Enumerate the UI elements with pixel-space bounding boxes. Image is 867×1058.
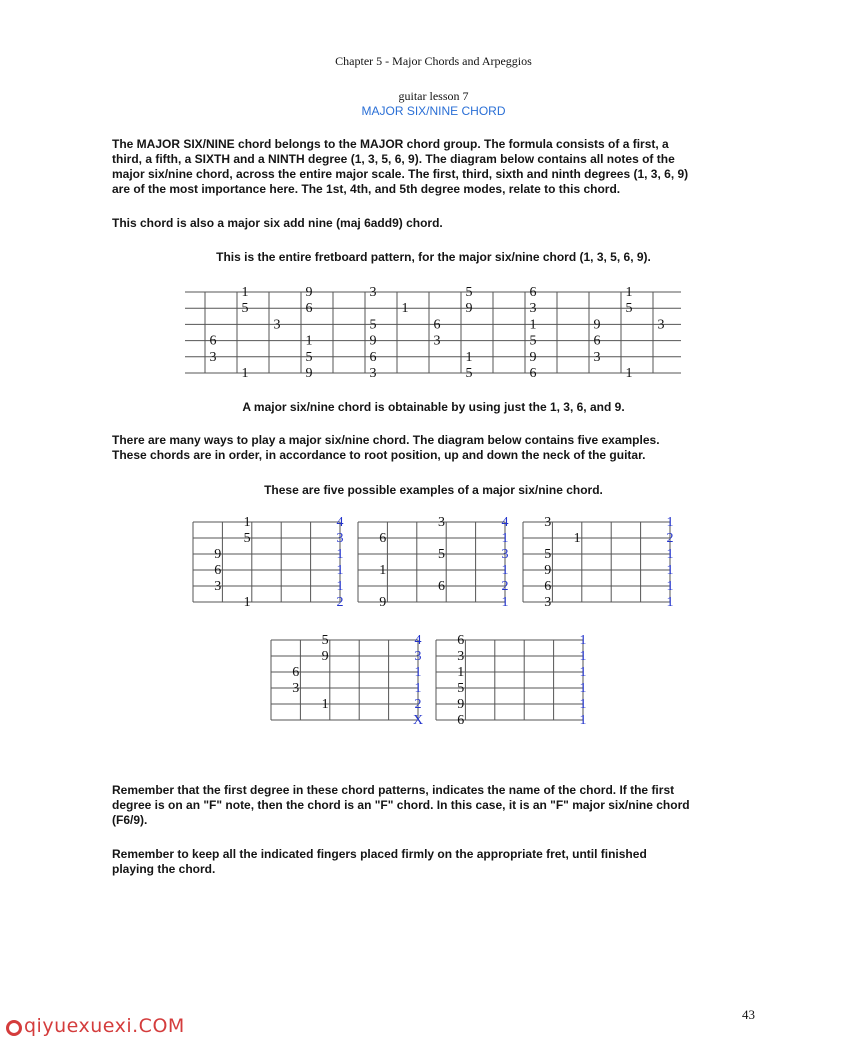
chord-diagram <box>358 516 523 616</box>
finger-number: 2 <box>666 531 674 546</box>
site-watermark <box>6 1015 185 1037</box>
scale-degree: 9 <box>305 285 313 300</box>
chord-note: 1 <box>243 515 251 530</box>
scale-degree: 1 <box>241 285 249 300</box>
finger-number: 2 <box>501 579 509 594</box>
fingers-paragraph: Remember to keep all the indicated fingers placed firmly on the appropriate fret, until finished playing the chord. <box>112 847 647 876</box>
chord-note: 3 <box>457 649 465 664</box>
scale-degree: 3 <box>529 301 537 317</box>
scale-degree: 1 <box>465 349 473 365</box>
scale-degree: 6 <box>369 349 377 365</box>
chord-note: 5 <box>321 633 329 648</box>
chord-note: 1 <box>457 665 465 680</box>
chord-note: 9 <box>544 563 552 578</box>
chord-note: 9 <box>457 697 465 712</box>
chord-note: 6 <box>292 665 300 680</box>
chord-note: 6 <box>438 579 445 594</box>
scale-degree: 6 <box>529 285 537 300</box>
watermark-text: qiyuexuexi.COM <box>24 1015 185 1037</box>
finger-number: 1 <box>579 713 587 728</box>
add9-paragraph: This chord is also a major six add nine (maj 6add9) chord. <box>112 216 443 230</box>
scale-degree: 6 <box>305 301 313 317</box>
finger-number: 1 <box>501 595 509 610</box>
chord-diagram <box>193 516 358 616</box>
chord-diagram <box>523 516 688 616</box>
chord-note: 6 <box>379 531 387 546</box>
finger-number: 1 <box>666 579 674 594</box>
finger-number: 1 <box>666 595 674 610</box>
finger-number: 1 <box>414 665 422 680</box>
scale-degree: 9 <box>369 333 377 349</box>
scale-degree: 3 <box>657 317 665 333</box>
scale-degree: 5 <box>529 333 537 349</box>
scale-degree: 9 <box>529 349 537 365</box>
scale-degree: 1 <box>529 317 537 333</box>
finger-number: 1 <box>414 681 422 696</box>
root-paragraph: Remember that the first degree in these chord patterns, indicates the name of the chord. If the first degree is on an "F" note, then the chord is an "F" chord. In this case, it is an "F" major six/nine chord (F6/9). <box>112 783 690 827</box>
chord-note: 3 <box>292 681 300 696</box>
chord-note: 6 <box>544 579 552 594</box>
scale-degree: 9 <box>465 301 473 317</box>
chord-note: 6 <box>457 633 465 648</box>
logo-q-icon <box>6 1020 22 1036</box>
fretboard-diagram <box>185 286 685 386</box>
chord-note: 5 <box>457 681 465 696</box>
scale-degree: 1 <box>401 301 409 317</box>
chord-note: 1 <box>321 697 329 712</box>
chord-note: 1 <box>243 595 251 610</box>
lesson-label: guitar lesson 7 <box>398 89 469 103</box>
chord-note: 3 <box>544 515 552 530</box>
fretboard-grid <box>185 292 681 373</box>
scale-degree: 9 <box>305 366 313 381</box>
finger-number: 1 <box>579 649 587 664</box>
fretboard-caption: This is the entire fretboard pattern, for the major six/nine chord (1, 3, 5, 6, 9). <box>216 250 651 264</box>
scale-degree: 6 <box>209 333 217 349</box>
chord-note: 3 <box>438 515 445 530</box>
page-title: MAJOR SIX/NINE CHORD <box>361 104 506 118</box>
chord-note: 3 <box>214 579 222 594</box>
finger-number: 1 <box>336 547 344 562</box>
scale-degree: 1 <box>305 333 313 349</box>
scale-degree: 5 <box>465 366 473 381</box>
finger-number: 1 <box>579 681 587 696</box>
finger-number: 1 <box>336 563 344 578</box>
chord-note: 6 <box>457 713 465 728</box>
chord-diagram <box>271 634 436 734</box>
finger-number: 3 <box>414 649 422 664</box>
page-number: 43 <box>742 1007 755 1022</box>
finger-number: 1 <box>501 531 509 546</box>
finger-number: 1 <box>666 515 674 530</box>
finger-number: 1 <box>501 563 509 578</box>
finger-number: 1 <box>336 579 344 594</box>
scale-degree: 3 <box>369 285 377 300</box>
chord-note: 9 <box>379 595 387 610</box>
chord-note: 1 <box>379 563 387 578</box>
chapter-header: Chapter 5 - Major Chords and Arpeggios <box>335 54 532 68</box>
scale-degree: 6 <box>433 317 441 333</box>
scale-degree: 9 <box>593 317 601 333</box>
finger-number: 1 <box>666 547 674 562</box>
scale-degree: 5 <box>625 301 633 317</box>
scale-degree: 5 <box>241 301 249 317</box>
scale-degree: 5 <box>465 285 473 300</box>
finger-number: 1 <box>579 697 587 712</box>
finger-number: 2 <box>336 595 344 610</box>
finger-number: 3 <box>501 547 509 562</box>
chord-note: 5 <box>438 547 445 562</box>
chord-note: 5 <box>243 531 251 546</box>
chord-note: 1 <box>573 531 581 546</box>
chord-diagram <box>436 634 601 734</box>
finger-number: 1 <box>579 633 587 648</box>
scale-degree: 3 <box>369 366 377 381</box>
scale-degree: 1 <box>625 366 633 381</box>
examples-caption: These are five possible examples of a major six/nine chord. <box>264 483 603 497</box>
scale-degree: 3 <box>273 317 281 333</box>
scale-degree: 1 <box>625 285 633 300</box>
chord-note: 9 <box>321 649 329 664</box>
finger-number: 1 <box>579 665 587 680</box>
finger-number: X <box>412 713 424 728</box>
scale-degree: 6 <box>593 333 601 349</box>
finger-number: 1 <box>666 563 674 578</box>
chord-note: 3 <box>544 595 552 610</box>
finger-number: 4 <box>336 515 344 530</box>
chord-note: 5 <box>544 547 552 562</box>
finger-number: 4 <box>501 515 509 530</box>
scale-degree: 5 <box>369 317 377 333</box>
scale-degree: 1 <box>241 366 249 381</box>
finger-number: 3 <box>336 531 344 546</box>
chord-grid <box>271 640 418 720</box>
finger-number: 2 <box>414 697 422 712</box>
intro-paragraph: The MAJOR SIX/NINE chord belongs to the MAJOR chord group. The formula consists of a first, a third, a fifth, a SIXTH and a NINTH degree (1, 3, 5, 6, 9). The diagram below contains all notes of the major six/nine chord, across the entire major scale. The first, third, sixth and ninth degrees (1, 3, 6, 9) are of the most importance here. The 1st, 4th, and 5th degree modes, relate to this chord. <box>112 137 689 196</box>
scale-degree: 3 <box>433 333 441 349</box>
scale-degree: 3 <box>209 349 217 365</box>
finger-number: 4 <box>414 633 422 648</box>
chord-note: 6 <box>214 563 222 578</box>
subset-caption: A major six/nine chord is obtainable by using just the 1, 3, 6, and 9. <box>242 400 625 414</box>
chord-note: 9 <box>214 547 222 562</box>
scale-degree: 6 <box>529 366 537 381</box>
scale-degree: 5 <box>305 349 313 365</box>
scale-degree: 3 <box>593 349 601 365</box>
examples-paragraph: There are many ways to play a major six/nine chord. The diagram below contains five examples. These chords are in order, in accordance to root position, up and down the neck of the guitar. <box>112 433 660 462</box>
